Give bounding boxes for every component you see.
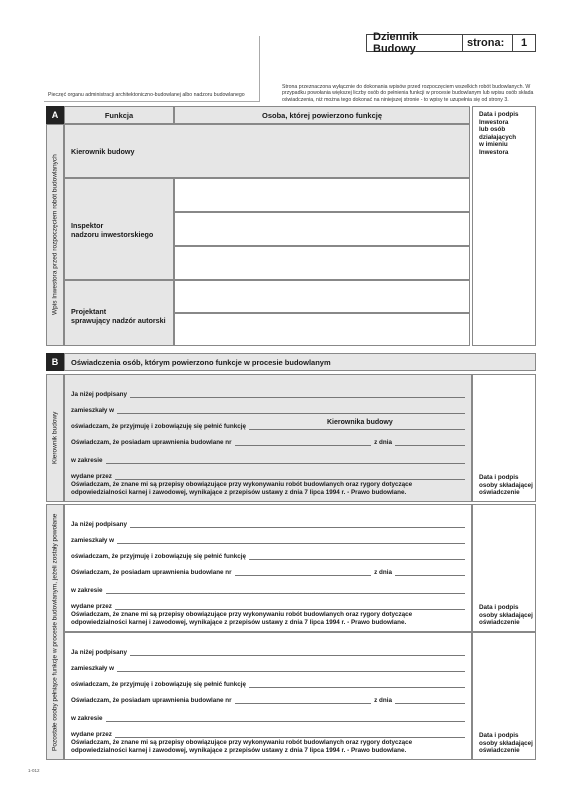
sign-col-line: Inwestora bbox=[479, 148, 509, 156]
scope-label: w zakresie bbox=[71, 715, 103, 722]
license-label: Oświadczam, że posiadam uprawnienia budowlane nr bbox=[71, 569, 232, 576]
scope-row bbox=[71, 715, 465, 722]
date-label: z dnia bbox=[374, 569, 392, 576]
signed-field[interactable] bbox=[130, 392, 465, 398]
issued-row bbox=[71, 731, 465, 738]
section-a-sign-column bbox=[472, 106, 536, 346]
license-row bbox=[71, 697, 465, 704]
date-field[interactable] bbox=[395, 570, 465, 576]
issued-field[interactable] bbox=[115, 604, 465, 610]
sign-col-line: lub osób bbox=[479, 126, 506, 134]
page-number: 1 bbox=[520, 37, 528, 49]
function-row bbox=[71, 681, 465, 688]
function-label bbox=[71, 221, 153, 239]
declaration-block bbox=[64, 504, 472, 632]
resident-label: zamieszkały w bbox=[71, 407, 115, 414]
function-value: Kierownika budowy bbox=[327, 419, 393, 426]
license-field[interactable] bbox=[235, 570, 372, 576]
inspector-person-field[interactable] bbox=[174, 246, 470, 280]
other-persons-side-label: Pozostałe osoby pełniące funkcje w procesie budowlanym, jeżeli zostały powołane bbox=[46, 504, 64, 760]
license-field[interactable] bbox=[235, 440, 372, 446]
signed-row bbox=[71, 521, 465, 528]
sign-label-line: osoby składającej bbox=[479, 481, 533, 489]
function-field[interactable] bbox=[249, 682, 465, 688]
function-label-line: sprawujący nadzór autorski bbox=[71, 316, 166, 325]
function-label: oświadczam, że przyjmuję i zobowiązuję się pełnić funkcję bbox=[71, 553, 246, 560]
sign-col-line: w imieniu bbox=[479, 141, 508, 149]
legal-statement: Oświadczam, że znane mi są przepisy obowiązujące przy wykonywaniu robót budowlanych oraz rygory dotyczące odpowiedzialności karnej i zawodowej, wynikające z przepisów ustawy z dnia 7 lipca 1994 r. - Prawo budowlane. bbox=[71, 739, 413, 754]
declaration-sign-cell[interactable] bbox=[472, 374, 536, 502]
signed-field[interactable] bbox=[130, 650, 465, 656]
scope-label: w zakresie bbox=[71, 587, 103, 594]
issued-label: wydane przez bbox=[71, 731, 112, 738]
declaration-block bbox=[64, 374, 472, 502]
function-label-line: Inspektor bbox=[71, 221, 104, 230]
date-label: z dnia bbox=[374, 697, 392, 704]
license-row bbox=[71, 439, 465, 446]
signed-field[interactable] bbox=[130, 522, 465, 528]
designer-person-field[interactable] bbox=[174, 313, 470, 346]
resident-field[interactable] bbox=[117, 408, 465, 414]
issued-row bbox=[71, 473, 465, 480]
resident-field[interactable] bbox=[117, 538, 465, 544]
page-label: strona: bbox=[463, 35, 513, 51]
license-row bbox=[71, 569, 465, 576]
resident-row bbox=[71, 407, 465, 414]
inspector-person-field[interactable] bbox=[174, 178, 470, 212]
legal-statement: Oświadczam, że znane mi są przepisy obowiązujące przy wykonywaniu robót budowlanych oraz rygory dotyczące odpowiedzialności karnej i zawodowej, wynikające z przepisów ustawy z dnia 7 lipca 1994 r. - Prawo budowlane. bbox=[71, 481, 413, 496]
function-label-line: nadzoru inwestorskiego bbox=[71, 230, 154, 239]
designer-person-field[interactable] bbox=[174, 280, 470, 313]
sign-label-line: osoby składającej bbox=[479, 739, 533, 747]
sign-label-line: Data i podpis bbox=[479, 732, 519, 740]
form-code: 1-012 bbox=[28, 768, 40, 773]
issued-label: wydane przez bbox=[71, 603, 112, 610]
scope-row bbox=[71, 587, 465, 594]
signed-label: Ja niżej podpisany bbox=[71, 521, 127, 528]
sign-label-line: Data i podpis bbox=[479, 474, 519, 482]
resident-label: zamieszkały w bbox=[71, 665, 115, 672]
section-a-side-label: Wpis Inwestora przed rozpoczęciem robót budowlanych bbox=[46, 124, 64, 346]
resident-row bbox=[71, 665, 465, 672]
scope-field[interactable] bbox=[106, 588, 465, 594]
inspector-person-field[interactable] bbox=[174, 212, 470, 246]
instructions-note: Strona przeznaczona wyłącznie do dokonania wpisów przed rozpoczęciem wszelkich robót budowlanych. W przypadku powołania większej liczby osób do pełnienia funkcji w procesie budowlanym lub wpisu osób składa oświadczenia, niż można tego dokonać na niniejszej stronie - to wpisy te uzupełnia się od strony 3. bbox=[282, 84, 534, 103]
declaration-sign-cell[interactable] bbox=[472, 632, 536, 760]
date-label: z dnia bbox=[374, 439, 392, 446]
issued-field[interactable] bbox=[115, 474, 465, 480]
col-function-header: Funkcja bbox=[64, 106, 174, 124]
function-label: oświadczam, że przyjmuję i zobowiązuję się pełnić funkcję bbox=[71, 423, 246, 430]
sign-col-line: Data i podpis bbox=[479, 111, 519, 118]
sign-label-line: osoby składającej bbox=[479, 611, 533, 619]
license-field[interactable] bbox=[235, 698, 372, 704]
legal-statement: Oświadczam, że znane mi są przepisy obowiązujące przy wykonywaniu robót budowlanych oraz rygory dotyczące odpowiedzialności karnej i zawodowej, wynikające z przepisów ustawy z dnia 7 lipca 1994 r. - Prawo budowlane. bbox=[71, 611, 413, 626]
signed-row bbox=[71, 649, 465, 656]
signed-row bbox=[71, 391, 465, 398]
scope-label: w zakresie bbox=[71, 457, 103, 464]
declaration-sign-cell[interactable] bbox=[472, 504, 536, 632]
issued-label: wydane przez bbox=[71, 473, 112, 480]
sign-col-line: Inwestora bbox=[479, 118, 509, 126]
scope-field[interactable] bbox=[106, 458, 465, 464]
section-a-letter: A bbox=[46, 106, 64, 124]
resident-label: zamieszkały w bbox=[71, 537, 115, 544]
sign-label-line: oświadczenie bbox=[479, 619, 520, 627]
sign-label-line: Data i podpis bbox=[479, 604, 519, 612]
stamp-label: Pieczęć organu administracji architektoniczno-budowlanej albo nadzoru budowlanego bbox=[48, 92, 245, 98]
date-field[interactable] bbox=[395, 440, 465, 446]
resident-row bbox=[71, 537, 465, 544]
declaration-block bbox=[64, 632, 472, 760]
scope-row bbox=[71, 457, 465, 464]
journal-header bbox=[366, 31, 536, 55]
row-site-manager bbox=[64, 124, 470, 178]
issued-row bbox=[71, 603, 465, 610]
sign-label-line: oświadczenie bbox=[479, 489, 520, 497]
sign-label-line: oświadczenie bbox=[479, 747, 520, 755]
sign-col-line: działających bbox=[479, 133, 517, 141]
function-label-line: Projektant bbox=[71, 307, 107, 316]
row-inspector-label-cell bbox=[64, 178, 174, 280]
row-designer-label-cell bbox=[64, 280, 174, 346]
function-row bbox=[71, 553, 465, 560]
resident-field[interactable] bbox=[117, 666, 465, 672]
signed-label: Ja niżej podpisany bbox=[71, 649, 127, 656]
license-label: Oświadczam, że posiadam uprawnienia budowlane nr bbox=[71, 697, 232, 704]
function-label: Kierownik budowy bbox=[71, 147, 135, 156]
col-person-header: Osoba, której powierzono funkcję bbox=[174, 106, 470, 124]
function-label bbox=[71, 307, 166, 325]
date-field[interactable] bbox=[395, 698, 465, 704]
site-manager-side-label: Kierownik budowy bbox=[46, 374, 64, 502]
issued-field[interactable] bbox=[115, 732, 465, 738]
journal-title: Dziennik Budowy bbox=[367, 35, 463, 51]
section-b-title: Oświadczenia osób, którym powierzono funkcje w procesie budowlanym bbox=[64, 353, 536, 371]
license-label: Oświadczam, że posiadam uprawnienia budowlane nr bbox=[71, 439, 232, 446]
function-row bbox=[71, 423, 465, 430]
function-field[interactable] bbox=[249, 554, 465, 560]
signed-label: Ja niżej podpisany bbox=[71, 391, 127, 398]
function-label: oświadczam, że przyjmuję i zobowiązuję się pełnić funkcję bbox=[71, 681, 246, 688]
scope-field[interactable] bbox=[106, 716, 465, 722]
section-b-letter: B bbox=[46, 353, 64, 371]
